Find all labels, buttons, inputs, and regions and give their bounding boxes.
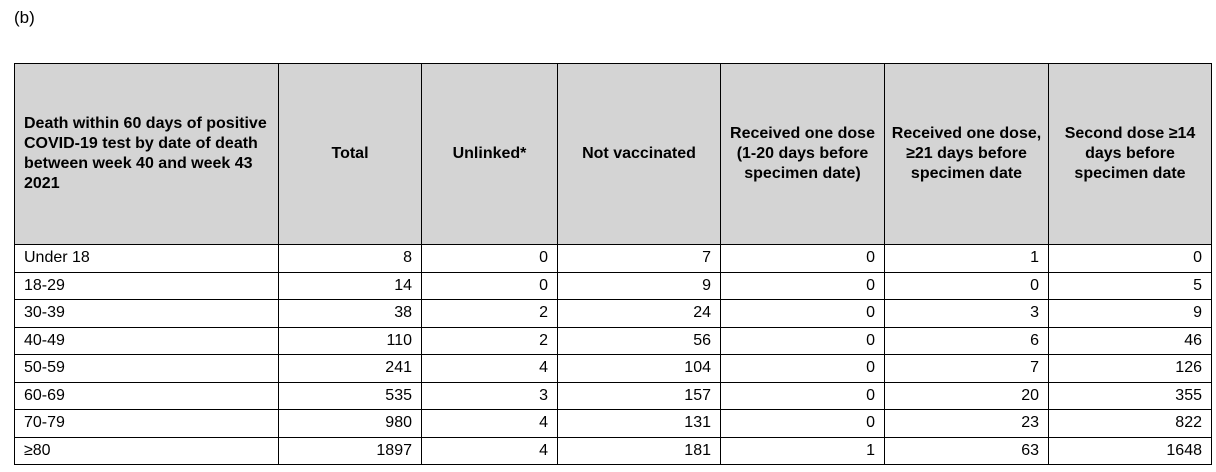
cell-not-vaccinated: 56 [558, 327, 721, 355]
cell-not-vaccinated: 104 [558, 355, 721, 383]
cell-one-dose-1-20-days: 0 [721, 272, 885, 300]
cell-age-group: 50-59 [15, 355, 279, 383]
cell-not-vaccinated: 24 [558, 300, 721, 328]
cell-unlinked: 0 [422, 245, 558, 273]
cell-second-dose: 46 [1049, 327, 1212, 355]
cell-age-group: 40-49 [15, 327, 279, 355]
cell-one-dose-21-days: 23 [885, 410, 1049, 438]
table-row [15, 300, 1212, 328]
cell-unlinked: 4 [422, 410, 558, 438]
cell-unlinked: 4 [422, 437, 558, 465]
table-row [15, 355, 1212, 383]
header-one-dose-21-days: Received one dose, ≥21 days before specimen date [885, 64, 1049, 245]
cell-not-vaccinated: 131 [558, 410, 721, 438]
cell-second-dose: 126 [1049, 355, 1212, 383]
cell-not-vaccinated: 181 [558, 437, 721, 465]
cell-not-vaccinated: 7 [558, 245, 721, 273]
cell-age-group: Under 18 [15, 245, 279, 273]
vaccination-deaths-table [14, 63, 1212, 465]
table-row [15, 437, 1212, 465]
cell-unlinked: 0 [422, 272, 558, 300]
cell-one-dose-21-days: 1 [885, 245, 1049, 273]
cell-total: 14 [279, 272, 422, 300]
cell-one-dose-21-days: 6 [885, 327, 1049, 355]
cell-age-group: 70-79 [15, 410, 279, 438]
header-second-dose: Second dose ≥14 days before specimen date [1049, 64, 1212, 245]
cell-one-dose-1-20-days: 0 [721, 355, 885, 383]
cell-one-dose-21-days: 63 [885, 437, 1049, 465]
cell-not-vaccinated: 9 [558, 272, 721, 300]
cell-second-dose: 0 [1049, 245, 1212, 273]
table-row [15, 382, 1212, 410]
cell-second-dose: 355 [1049, 382, 1212, 410]
cell-not-vaccinated: 157 [558, 382, 721, 410]
cell-total: 1897 [279, 437, 422, 465]
cell-age-group: 18-29 [15, 272, 279, 300]
cell-one-dose-21-days: 3 [885, 300, 1049, 328]
cell-second-dose: 822 [1049, 410, 1212, 438]
cell-unlinked: 4 [422, 355, 558, 383]
table-header-row [15, 64, 1212, 245]
cell-second-dose: 9 [1049, 300, 1212, 328]
cell-one-dose-21-days: 0 [885, 272, 1049, 300]
table-row [15, 245, 1212, 273]
cell-one-dose-21-days: 20 [885, 382, 1049, 410]
cell-age-group: 30-39 [15, 300, 279, 328]
cell-one-dose-1-20-days: 0 [721, 327, 885, 355]
cell-one-dose-1-20-days: 1 [721, 437, 885, 465]
cell-second-dose: 5 [1049, 272, 1212, 300]
header-not-vaccinated: Not vaccinated [558, 64, 721, 245]
cell-one-dose-1-20-days: 0 [721, 245, 885, 273]
table-row [15, 410, 1212, 438]
table-row [15, 327, 1212, 355]
cell-one-dose-1-20-days: 0 [721, 410, 885, 438]
cell-total: 535 [279, 382, 422, 410]
cell-age-group: 60-69 [15, 382, 279, 410]
header-death-period: Death within 60 days of positive COVID-19 test by date of death between week 40 and week 43 2021 [15, 64, 279, 245]
figure-caption: (b) [14, 8, 35, 27]
cell-total: 38 [279, 300, 422, 328]
cell-unlinked: 3 [422, 382, 558, 410]
cell-total: 110 [279, 327, 422, 355]
header-one-dose-1-20-days: Received one dose (1-20 days before specimen date) [721, 64, 885, 245]
cell-total: 8 [279, 245, 422, 273]
header-total: Total [279, 64, 422, 245]
table-body [15, 245, 1212, 465]
cell-second-dose: 1648 [1049, 437, 1212, 465]
cell-one-dose-1-20-days: 0 [721, 382, 885, 410]
table-row [15, 272, 1212, 300]
cell-age-group: ≥80 [15, 437, 279, 465]
cell-one-dose-21-days: 7 [885, 355, 1049, 383]
cell-total: 241 [279, 355, 422, 383]
cell-total: 980 [279, 410, 422, 438]
cell-unlinked: 2 [422, 300, 558, 328]
header-unlinked: Unlinked* [422, 64, 558, 245]
cell-one-dose-1-20-days: 0 [721, 300, 885, 328]
cell-unlinked: 2 [422, 327, 558, 355]
